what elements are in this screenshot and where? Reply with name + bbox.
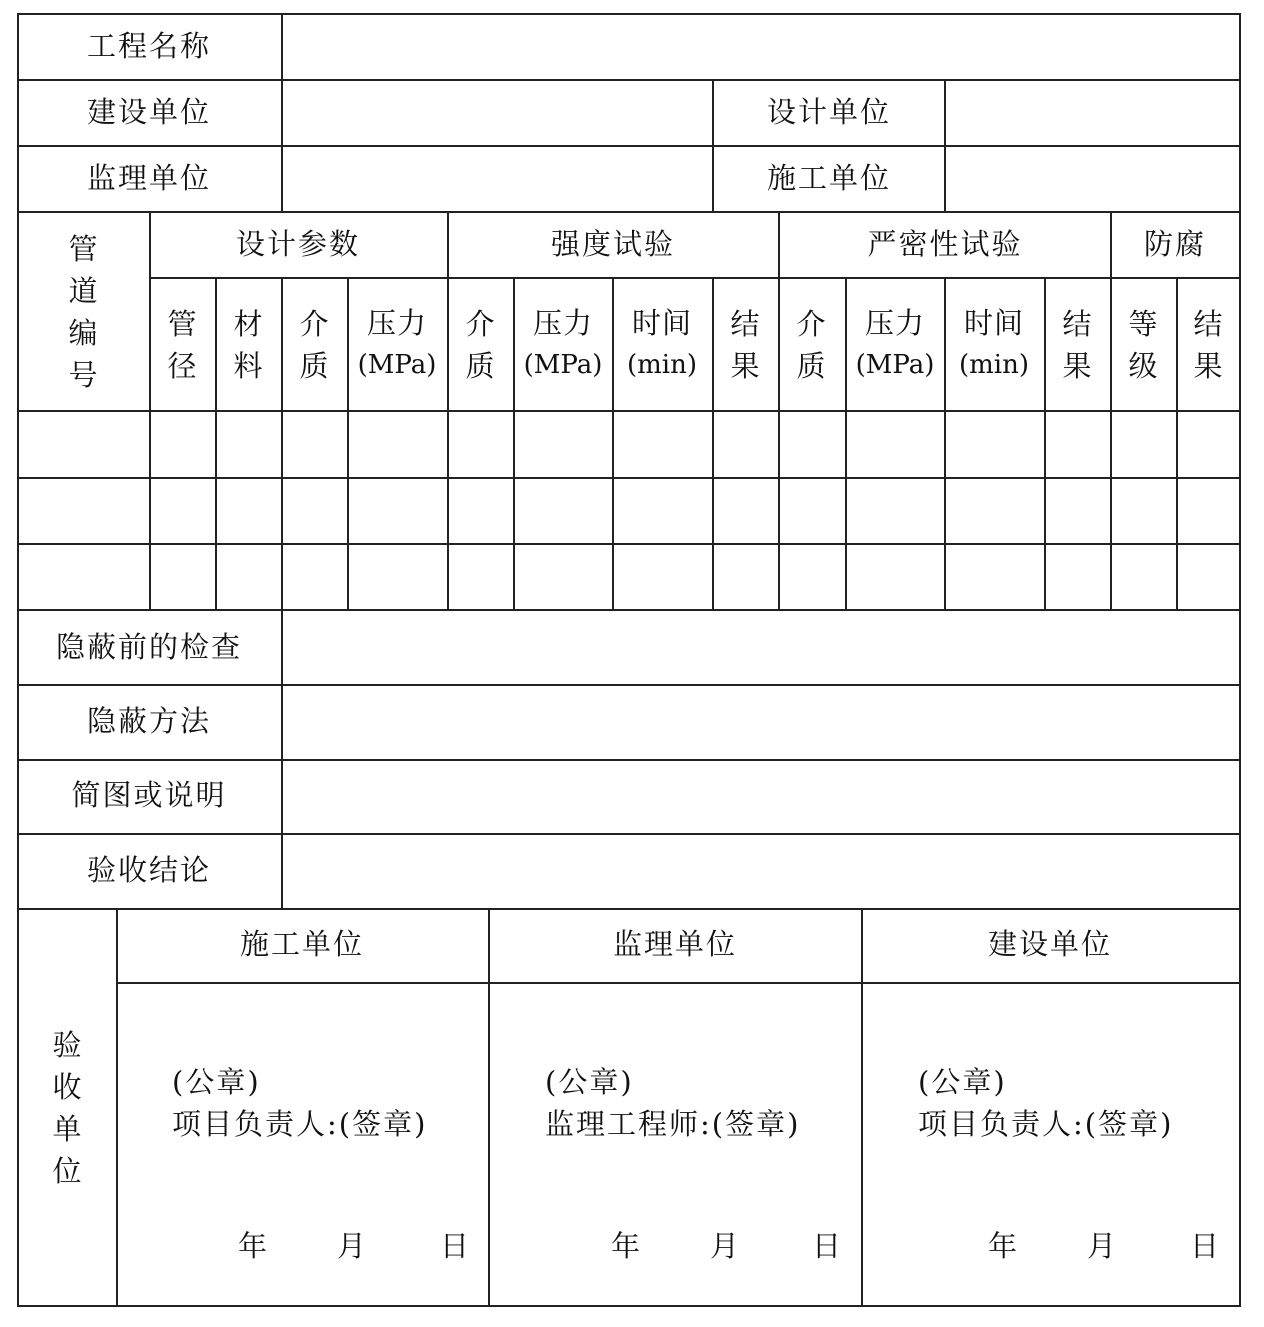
- rule-c2: [281, 277, 283, 610]
- rule-inspection1: [17, 684, 1241, 686]
- rule-c6: [612, 277, 614, 610]
- sketch-label: 简图或说明: [71, 778, 227, 812]
- contractor-signer: 项目负责人:(签章): [172, 1107, 428, 1141]
- col-design-pressure: [358, 302, 437, 386]
- contractor-unit-field[interactable]: [947, 148, 1238, 210]
- concealment-method-label: 隐蔽方法: [86, 704, 212, 738]
- group-tightness-test: 严密性试验: [867, 227, 1023, 261]
- rule-c9: [845, 277, 847, 610]
- rule-design-unit-left: [712, 79, 714, 212]
- col-diameter: 管径: [167, 307, 197, 383]
- col-design-pressure-unit: (MPa): [357, 350, 437, 380]
- rule-header-bottom: [17, 410, 1241, 412]
- col-design-pressure-label: 压力: [366, 306, 427, 340]
- rule-group-design-end: [447, 211, 449, 610]
- rule-group-tightness-end: [1110, 211, 1112, 610]
- rule-inspection2: [17, 759, 1241, 761]
- supervisor-date-day: 日: [812, 1229, 844, 1263]
- group-strength-test: 强度试验: [550, 227, 676, 261]
- design-unit-label: 设计单位: [766, 95, 892, 129]
- border-left: [17, 13, 19, 1307]
- rule-c13: [1176, 277, 1178, 610]
- col-strength-time: [627, 302, 697, 386]
- rule-row2: [17, 145, 1241, 147]
- rule-row1: [17, 79, 1241, 81]
- owner-seal: (公章): [918, 1065, 1007, 1099]
- rule-design-unit-right: [944, 79, 946, 212]
- rule-data-row3: [17, 609, 1241, 611]
- pre-concealment-check-label: 隐蔽前的检查: [55, 630, 243, 664]
- contractor-date-year: 年: [238, 1229, 270, 1263]
- rule-inspection4: [17, 908, 1241, 910]
- rule-data-row2: [17, 543, 1241, 545]
- col-tightness-pressure: [856, 302, 935, 386]
- rule-acceptance-col3: [861, 908, 863, 1307]
- contractor-title: 施工单位: [239, 927, 365, 961]
- col-anticorrosion-result: 结果: [1193, 307, 1223, 383]
- col-strength-result: 结果: [730, 307, 760, 383]
- sketch-field[interactable]: [284, 762, 1238, 832]
- rule-pipe-no: [149, 211, 151, 610]
- border-bottom: [17, 1305, 1241, 1307]
- col-strength-pressure-unit: (MPa): [523, 350, 603, 380]
- owner-date-year: 年: [988, 1229, 1020, 1263]
- rule-group-strength-end: [778, 211, 780, 610]
- supervision-unit-field[interactable]: [284, 148, 711, 210]
- col-tightness-pressure-unit: (MPa): [855, 350, 935, 380]
- rule-row3: [17, 211, 1241, 213]
- group-anticorrosion: 防腐: [1143, 227, 1207, 261]
- col-tightness-time: [959, 302, 1029, 386]
- project-name-label: 工程名称: [86, 29, 212, 63]
- supervisor-date-month: 月: [710, 1229, 742, 1263]
- rule-inspection3: [17, 833, 1241, 835]
- acceptance-unit-label: 验收单位: [52, 1028, 82, 1188]
- rule-acceptance-header: [116, 982, 1241, 984]
- pre-concealment-check-field[interactable]: [284, 612, 1238, 683]
- col-strength-time-label: 时间: [631, 306, 693, 340]
- design-unit-field[interactable]: [947, 82, 1238, 144]
- acceptance-conclusion-field[interactable]: [284, 836, 1238, 907]
- rule-c5: [513, 277, 515, 610]
- contractor-date-day: 日: [440, 1229, 472, 1263]
- supervisor-signer: 监理工程师:(签章): [545, 1107, 801, 1141]
- rule-c7: [712, 277, 714, 610]
- rule-acceptance-col2: [488, 908, 490, 1307]
- pipe-no-label: 管道编号: [68, 232, 98, 392]
- supervision-unit-label: 监理单位: [86, 161, 212, 195]
- construction-unit-label: 建设单位: [86, 95, 212, 129]
- col-anticorrosion-grade: 等级: [1128, 307, 1158, 383]
- rule-data-row1: [17, 477, 1241, 479]
- col-strength-time-unit: (min): [626, 350, 698, 380]
- concealment-method-field[interactable]: [284, 687, 1238, 758]
- contractor-seal: (公章): [172, 1065, 261, 1099]
- col-material: 材料: [233, 307, 263, 383]
- project-name-field[interactable]: [284, 16, 1238, 78]
- col-tightness-time-unit: (min): [958, 350, 1030, 380]
- col-tightness-medium: 介质: [796, 307, 826, 383]
- rule-c11: [1044, 277, 1046, 610]
- rule-c1: [215, 277, 217, 610]
- rule-c3: [347, 277, 349, 610]
- supervisor-title: 监理单位: [612, 927, 738, 961]
- owner-title: 建设单位: [987, 927, 1113, 961]
- rule-label-column: [281, 13, 283, 212]
- contractor-unit-label: 施工单位: [766, 161, 892, 195]
- contractor-date-month: 月: [337, 1229, 369, 1263]
- supervisor-date-year: 年: [611, 1229, 643, 1263]
- supervisor-seal: (公章): [545, 1065, 634, 1099]
- rule-c10: [944, 277, 946, 610]
- acceptance-conclusion-label: 验收结论: [86, 853, 212, 887]
- col-tightness-result: 结果: [1062, 307, 1092, 383]
- col-strength-pressure: [524, 302, 603, 386]
- border-top: [17, 13, 1241, 15]
- owner-signer: 项目负责人:(签章): [918, 1107, 1174, 1141]
- col-strength-medium: 介质: [465, 307, 495, 383]
- border-right: [1239, 13, 1241, 1307]
- col-tightness-time-label: 时间: [963, 306, 1025, 340]
- col-design-medium: 介质: [299, 307, 329, 383]
- construction-unit-field[interactable]: [284, 82, 711, 144]
- group-design-params: 设计参数: [235, 227, 361, 261]
- rule-header-groups: [149, 277, 1241, 279]
- rule-acceptance-label: [116, 908, 118, 1307]
- rule-inspection-label: [281, 609, 283, 909]
- owner-date-month: 月: [1087, 1229, 1119, 1263]
- owner-date-day: 日: [1190, 1229, 1222, 1263]
- col-strength-pressure-label: 压力: [532, 306, 593, 340]
- col-tightness-pressure-label: 压力: [864, 306, 925, 340]
